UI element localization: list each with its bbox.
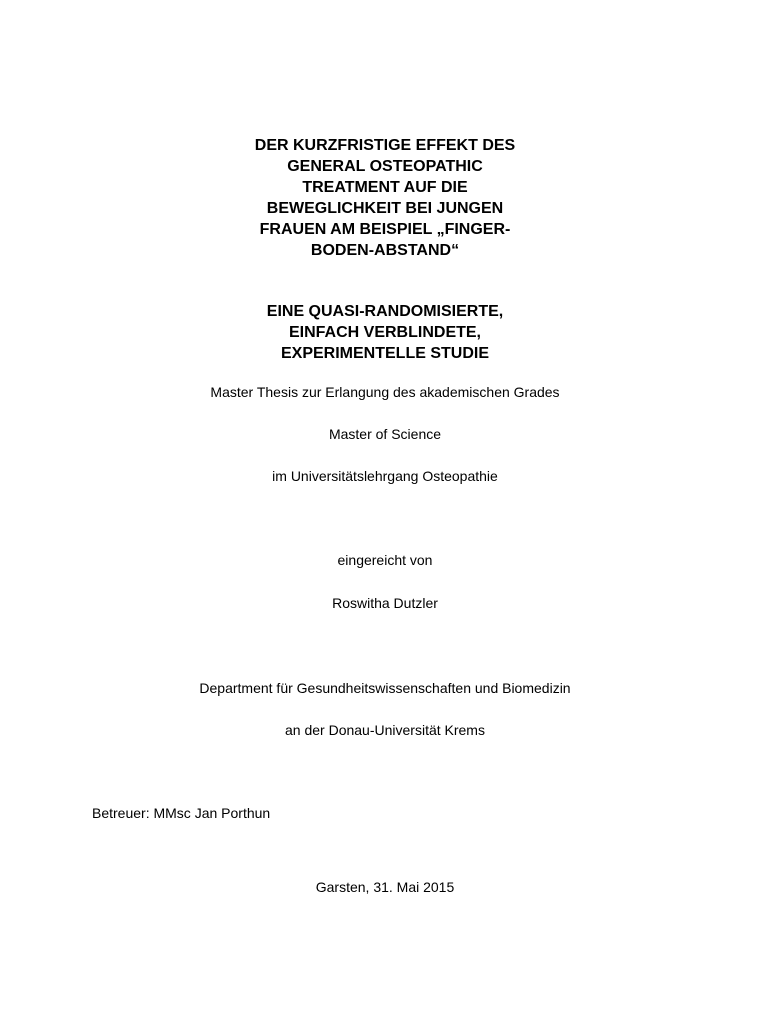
thesis-subtitle-line: EXPERIMENTELLE STUDIE — [280, 345, 490, 362]
university-name: an der Donau-Universität Krems — [285, 722, 485, 738]
thesis-subtitle — [0, 301, 770, 364]
thesis-subtitle-line: EINFACH VERBLINDETE, — [288, 324, 481, 341]
place-and-date: Garsten, 31. Mai 2015 — [315, 879, 455, 895]
submitted-by-label: eingereicht von — [337, 552, 433, 568]
thesis-title-line: FRAUEN AM BEISPIEL „FINGER- — [259, 221, 511, 238]
degree-name: Master of Science — [328, 426, 442, 442]
thesis-title-line: DER KURZFRISTIGE EFFEKT DES — [254, 137, 516, 154]
author-name: Roswitha Dutzler — [332, 595, 438, 611]
thesis-title — [0, 135, 770, 261]
degree-purpose: Master Thesis zur Erlangung des akademischen Grades — [210, 384, 560, 400]
thesis-title-line: BEWEGLICHKEIT BEI JUNGEN — [266, 200, 504, 217]
supervisor: Betreuer: MMsc Jan Porthun — [92, 805, 271, 821]
thesis-subtitle-line: EINE QUASI-RANDOMISIERTE, — [266, 303, 504, 320]
thesis-title-line: GENERAL OSTEOPATHIC — [287, 158, 483, 175]
thesis-title-line: BODEN-ABSTAND“ — [310, 242, 460, 259]
thesis-title-line: TREATMENT AUF DIE — [302, 179, 468, 196]
degree-program: im Universitätslehrgang Osteopathie — [272, 468, 498, 484]
department-name: Department für Gesundheitswissenschaften und Biomedizin — [199, 680, 571, 696]
